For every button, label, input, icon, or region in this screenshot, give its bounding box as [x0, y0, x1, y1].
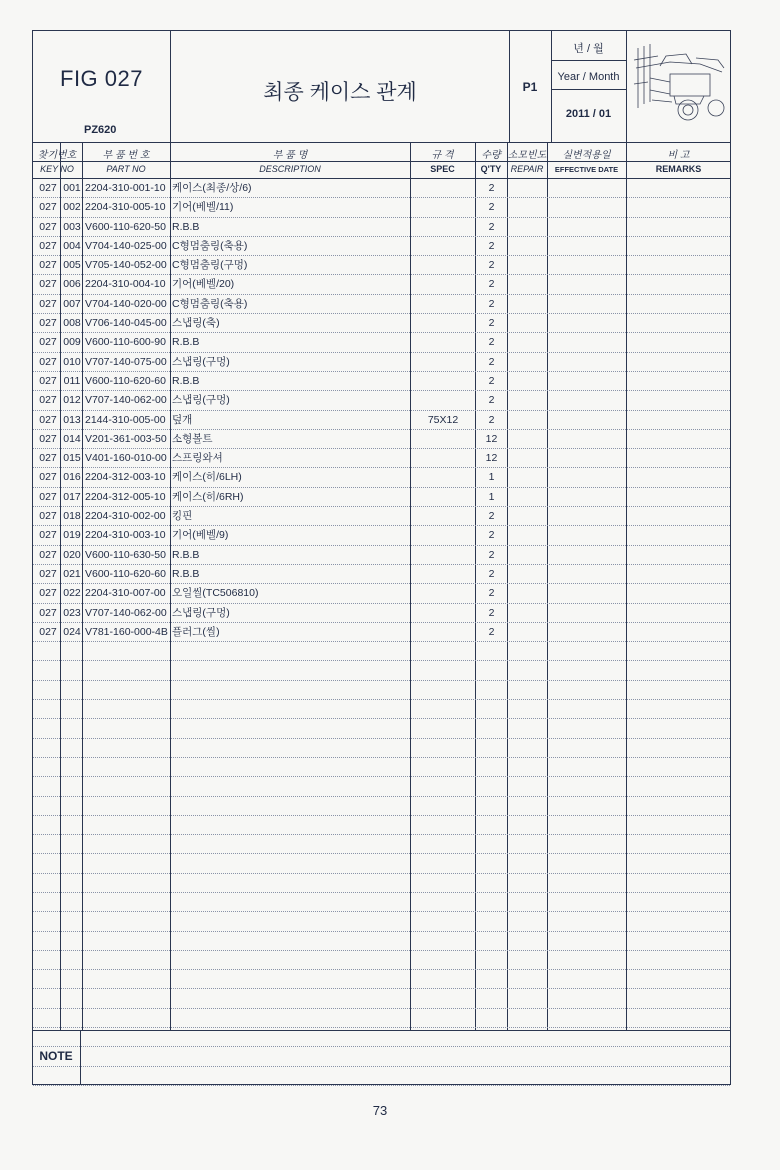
description-cell: C형멈춤링(축용) [172, 239, 248, 252]
empty-table-row [33, 1067, 730, 1086]
fig-cell: 027 [39, 297, 57, 310]
key-no-cell: 003 [63, 220, 81, 233]
fig-cell: 027 [39, 625, 57, 638]
repair-header-ko: 소모빈도 [507, 150, 547, 161]
empty-table-row [33, 874, 730, 893]
table-row [33, 237, 730, 256]
description-cell: 케이스(최종/상/6) [172, 182, 252, 194]
part-no-cell: 2204-310-002-00 [85, 510, 166, 523]
empty-table-row [33, 661, 730, 680]
key-no-cell: 002 [63, 201, 81, 214]
description-cell: 덮개 [172, 413, 193, 426]
fig-cell: 027 [39, 432, 57, 445]
qty-cell: 2 [488, 336, 495, 349]
table-row [33, 526, 730, 545]
key-no-cell: 015 [63, 452, 81, 465]
table-row [33, 411, 730, 430]
key-no-cell: 024 [63, 625, 81, 638]
fig-cell: 027 [39, 278, 57, 291]
key-no-cell: 012 [63, 394, 81, 407]
empty-table-row [33, 951, 730, 970]
table-row [33, 198, 730, 217]
table-row [33, 546, 730, 565]
key-no-cell: 014 [63, 432, 81, 445]
empty-table-row [33, 816, 730, 835]
remarks-header-en: REMARKS [655, 164, 702, 174]
empty-table-row [33, 719, 730, 738]
effective-date-header-ko: 실변적용일 [562, 150, 611, 161]
key-no-cell: 001 [63, 182, 81, 194]
qty-cell: 2 [488, 567, 495, 580]
qty-cell: 2 [488, 201, 495, 214]
qty-cell: 2 [488, 182, 495, 194]
empty-table-row [33, 932, 730, 951]
part-no-header-ko: 부 품 번 호 [102, 150, 150, 161]
part-no-cell: 2204-312-003-10 [85, 471, 166, 484]
ym-divider-1 [551, 60, 626, 61]
table-row [33, 604, 730, 623]
description-cell: 플러그(씰) [172, 625, 220, 638]
qty-header-en: Q'TY [480, 164, 502, 174]
part-no-cell: V705-140-052-00 [85, 259, 167, 272]
description-cell: 기어(베벨/20) [172, 278, 235, 291]
key-no-cell: 013 [63, 413, 81, 426]
key-no-cell: 004 [63, 239, 81, 252]
table-row [33, 623, 730, 642]
key-no-cell: 022 [63, 587, 81, 600]
key-no-cell: 010 [63, 355, 81, 368]
table-row [33, 430, 730, 449]
qty-cell: 2 [488, 510, 495, 523]
description-cell: 스냅링(축) [172, 317, 220, 330]
key-no-cell: 018 [63, 510, 81, 523]
empty-table-row [33, 835, 730, 854]
spec-header-ko: 규 격 [431, 150, 454, 161]
part-no-header-en: PART NO [106, 164, 146, 174]
part-no-cell: 2204-310-004-10 [85, 278, 166, 291]
table-row [33, 353, 730, 372]
fig-cell: 027 [39, 471, 57, 484]
description-cell: 소형볼트 [172, 432, 213, 445]
part-no-cell: V600-110-630-50 [85, 548, 166, 561]
qty-cell: 12 [485, 452, 498, 465]
key-no-cell: 008 [63, 317, 81, 330]
qty-cell: 2 [488, 317, 495, 330]
empty-table-row [33, 681, 730, 700]
fig-cell: 027 [39, 182, 57, 194]
qty-cell: 1 [488, 471, 495, 484]
part-no-cell: 2204-310-001-10 [85, 182, 166, 194]
spec-header-en: SPEC [430, 164, 455, 174]
description-cell: R.B.B [172, 336, 200, 349]
table-row [33, 314, 730, 333]
empty-table-row [33, 797, 730, 816]
part-no-cell: V706-140-045-00 [85, 317, 167, 330]
description-cell: 기어(베벨/9) [172, 529, 229, 542]
page-number: 73 [372, 1103, 388, 1118]
repair-header-en: REPAIR [510, 164, 544, 174]
part-no-cell: 2144-310-005-00 [85, 413, 166, 426]
part-no-cell: V704-140-020-00 [85, 297, 167, 310]
fig-cell: 027 [39, 548, 57, 561]
year-month-ko: 년 / 월 [573, 43, 604, 55]
fig-cell: 027 [39, 413, 57, 426]
fig-cell: 027 [39, 374, 57, 387]
qty-cell: 12 [485, 432, 498, 445]
empty-table-row [33, 700, 730, 719]
key-no-cell: 016 [63, 471, 81, 484]
fig-cell: 027 [39, 452, 57, 465]
part-no-cell: V600-110-620-60 [85, 374, 166, 387]
ym-divider-2 [551, 89, 626, 90]
page-title: 최종 케이스 관계 [263, 81, 417, 104]
part-no-cell: 2204-312-005-10 [85, 490, 166, 503]
fig-cell: 027 [39, 567, 57, 580]
key-no-cell: 020 [63, 548, 81, 561]
part-no-cell: V201-361-003-50 [85, 432, 167, 445]
key-no-cell: 021 [63, 567, 81, 580]
page-code: P1 [522, 80, 538, 94]
key-no-cell: 023 [63, 606, 81, 619]
table-row [33, 507, 730, 526]
qty-cell: 2 [488, 529, 495, 542]
description-cell: 기어(베벨/11) [172, 201, 234, 214]
part-no-cell: V781-160-000-4B [85, 625, 168, 638]
table-row [33, 372, 730, 391]
year-month-value: 2011 / 01 [565, 108, 612, 120]
spec-cell: 75X12 [427, 413, 459, 426]
description-cell: R.B.B [172, 548, 200, 561]
fig-cell: 027 [39, 529, 57, 542]
qty-header-ko: 수량 [481, 150, 501, 161]
qty-cell: 2 [488, 625, 495, 638]
qty-cell: 2 [488, 606, 495, 619]
part-no-cell: 2204-310-005-10 [85, 201, 166, 214]
qty-cell: 2 [488, 587, 495, 600]
qty-cell: 2 [488, 297, 495, 310]
table-row [33, 218, 730, 237]
remarks-header-ko: 비 고 [667, 150, 690, 161]
empty-table-row [33, 854, 730, 873]
empty-table-row [33, 777, 730, 796]
fig-cell: 027 [39, 510, 57, 523]
fig-cell: 027 [39, 587, 57, 600]
key-no-cell: 017 [63, 490, 81, 503]
empty-table-row [33, 989, 730, 1008]
qty-cell: 1 [488, 490, 495, 503]
fig-cell: 027 [39, 394, 57, 407]
table-row [33, 449, 730, 468]
description-cell: 오일씰(TC506810) [172, 587, 259, 600]
qty-cell: 2 [488, 278, 495, 291]
part-no-cell: V707-140-075-00 [85, 355, 167, 368]
key-no-cell: 006 [63, 278, 81, 291]
description-cell: 스냅링(구멍) [172, 394, 230, 407]
key-no-cell: 007 [63, 297, 81, 310]
part-no-cell: V707-140-062-00 [85, 606, 167, 619]
description-cell: 케이스(히/6LH) [172, 471, 242, 484]
table-row [33, 468, 730, 487]
ym-right-border [626, 30, 627, 142]
empty-table-row [33, 912, 730, 931]
part-no-cell: V600-110-600-90 [85, 336, 166, 349]
description-cell: C형멈춤링(구멍) [172, 259, 248, 272]
empty-table-row [33, 893, 730, 912]
description-cell: 스프링와셔 [172, 452, 223, 465]
description-cell: 킹핀 [172, 510, 193, 523]
qty-cell: 2 [488, 394, 495, 407]
table-row [33, 256, 730, 275]
table-row [33, 391, 730, 410]
table-row [33, 295, 730, 314]
fig-cell: 027 [39, 490, 57, 503]
part-no-cell: V600-110-620-60 [85, 567, 166, 580]
description-cell: R.B.B [172, 374, 200, 387]
qty-cell: 2 [488, 239, 495, 252]
qty-cell: 2 [488, 355, 495, 368]
table-row [33, 488, 730, 507]
part-no-cell: V707-140-062-00 [85, 394, 167, 407]
fig-cell: 027 [39, 355, 57, 368]
description-cell: 스냅링(구멍) [172, 606, 230, 619]
key-no-cell: 019 [63, 529, 81, 542]
empty-table-row [33, 1009, 730, 1028]
description-cell: R.B.B [172, 220, 200, 233]
model-label: PZ620 [84, 124, 117, 136]
empty-table-row [33, 758, 730, 777]
key-no-cell: 011 [63, 374, 81, 387]
table-row [33, 565, 730, 584]
key-no-header-en: KEY NO [40, 164, 74, 174]
table-row [33, 275, 730, 294]
table-row [33, 333, 730, 352]
fig-cell: 027 [39, 201, 57, 214]
qty-cell: 2 [488, 548, 495, 561]
part-no-cell: V704-140-025-00 [85, 239, 167, 252]
description-header-en: DESCRIPTION [259, 164, 321, 174]
rice-transplanter-illustration [630, 38, 728, 138]
fig-cell: 027 [39, 336, 57, 349]
fig-label: FIG 027 [60, 66, 143, 91]
table-row [33, 179, 730, 198]
empty-table-row [33, 739, 730, 758]
effective-date-header-en: EFFECTIVE DATE [554, 165, 619, 174]
year-month-en: Year / Month [557, 71, 620, 83]
fig-cell: 027 [39, 317, 57, 330]
description-cell: R.B.B [172, 567, 200, 580]
fig-cell: 027 [39, 239, 57, 252]
key-no-header-ko: 찾기번호 [37, 150, 77, 161]
part-no-cell: 2204-310-007-00 [85, 587, 166, 600]
table-row [33, 584, 730, 603]
description-cell: C형멈춤링(축용) [172, 297, 248, 310]
fig-cell: 027 [39, 220, 57, 233]
qty-cell: 2 [488, 374, 495, 387]
part-no-cell: V600-110-620-50 [85, 220, 166, 233]
part-no-cell: V401-160-010-00 [85, 452, 167, 465]
parts-table-body [33, 179, 730, 1086]
empty-table-row [33, 1028, 730, 1047]
description-header-ko: 부 품 명 [272, 150, 308, 161]
qty-cell: 2 [488, 220, 495, 233]
key-no-cell: 005 [63, 259, 81, 272]
note-label: NOTE [39, 1049, 73, 1063]
key-no-cell: 009 [63, 336, 81, 349]
part-no-cell: 2204-310-003-10 [85, 529, 166, 542]
fig-cell: 027 [39, 259, 57, 272]
qty-cell: 2 [488, 413, 495, 426]
empty-table-row [33, 970, 730, 989]
empty-table-row [33, 1047, 730, 1066]
description-cell: 스냅링(구멍) [172, 355, 230, 368]
fig-cell: 027 [39, 606, 57, 619]
empty-table-row [33, 642, 730, 661]
qty-cell: 2 [488, 259, 495, 272]
description-cell: 케이스(히/6RH) [172, 490, 244, 503]
